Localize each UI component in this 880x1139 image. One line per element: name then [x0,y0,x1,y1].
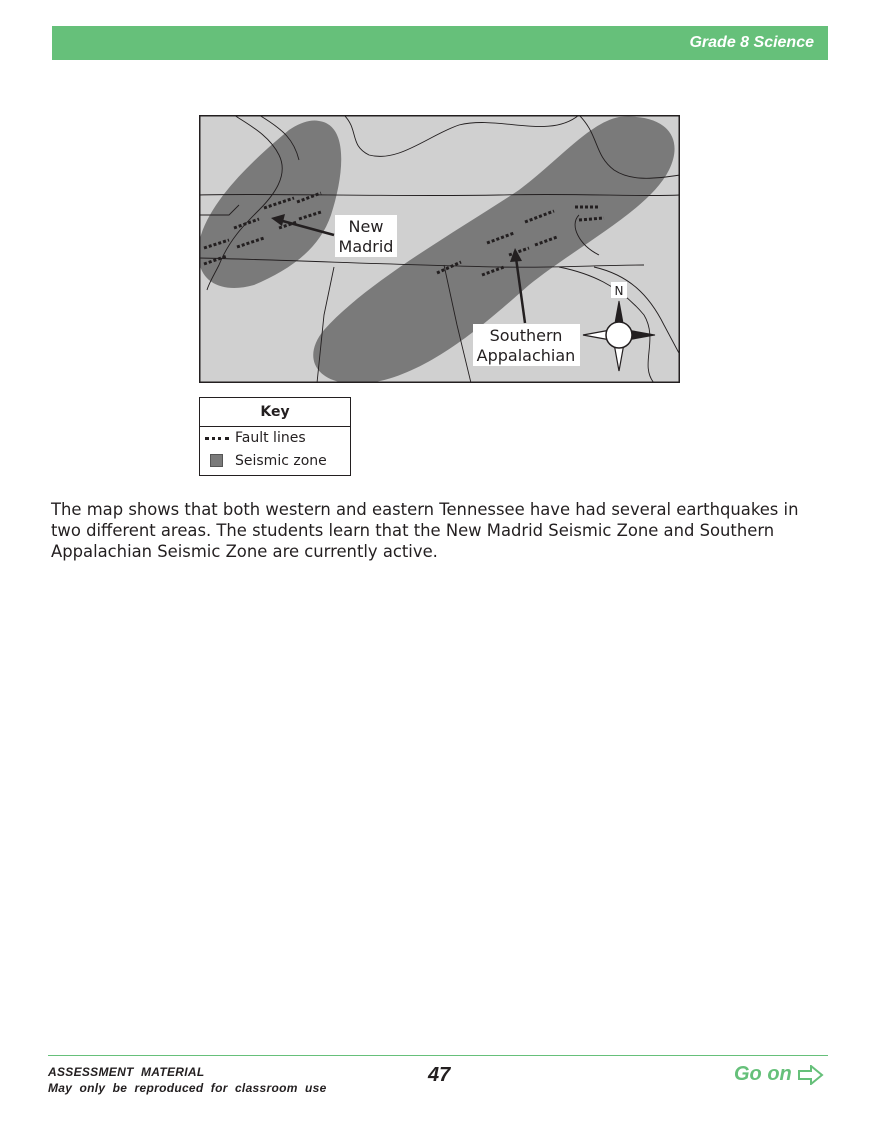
key-label: Seismic zone [235,453,327,469]
footer-divider [48,1055,828,1056]
footer-notice [48,1064,327,1096]
map-key [199,397,351,476]
key-item-fault-lines [200,427,350,450]
southern-appalachian-label-line2: Appalachian [476,346,576,365]
key-item-seismic-zone [200,450,350,473]
fault-line-symbol-icon [205,437,229,440]
seismic-zone-swatch-icon [210,454,223,467]
southern-appalachian-label-line1: Southern [489,326,563,345]
seismic-map [199,115,680,383]
go-on-indicator [734,1063,824,1086]
footer-notice-line1: ASSESSMENT MATERIAL [48,1065,205,1079]
go-on-label: Go on [734,1063,792,1085]
key-title: Key [200,398,350,427]
footer-notice-line2: May only be reproduced for classroom use [48,1081,327,1095]
new-madrid-label-line2: Madrid [338,237,394,256]
header-bar [52,26,828,60]
compass-north-label: N [614,284,624,298]
body-paragraph: The map shows that both western and eastern Tennessee have had several earthquakes in two different areas. The students learn that the New Madrid Seismic Zone and Southern Appalachian Seismic Zone are currently active. [51,500,799,561]
subject-title: Grade 8 Science [689,34,814,51]
page-number: 47 [428,1064,451,1086]
new-madrid-label-line1: New [348,217,384,236]
right-arrow-icon [798,1065,824,1085]
key-label: Fault lines [235,430,306,446]
